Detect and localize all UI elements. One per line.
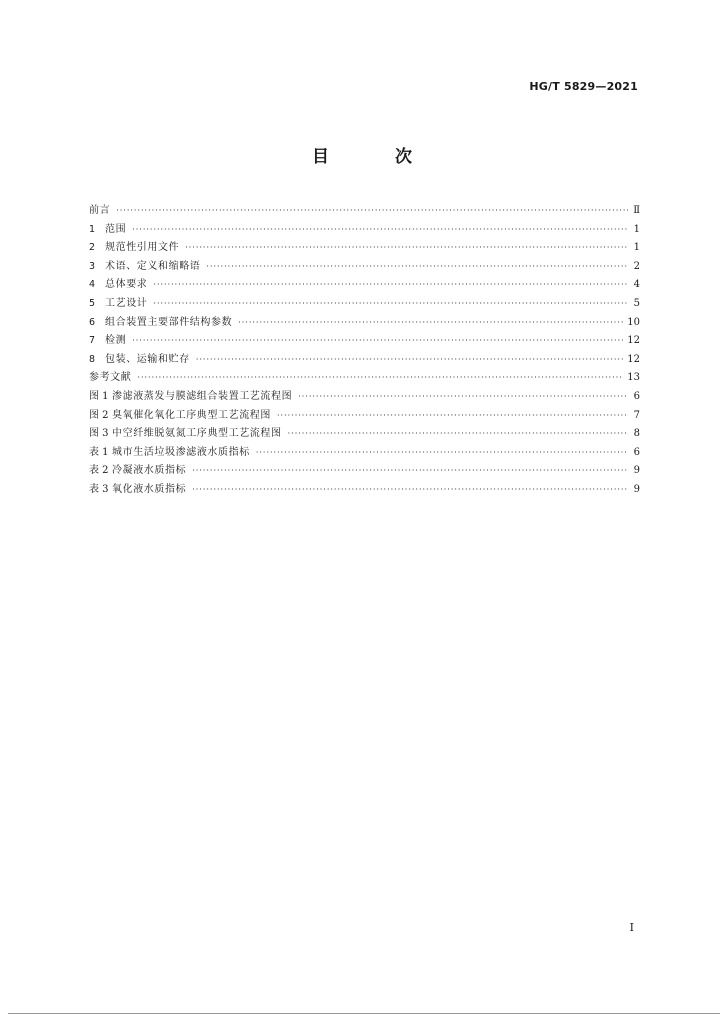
toc-dot-leader <box>277 407 628 426</box>
toc-entry-page: 8 <box>633 428 640 440</box>
toc-dot-leader <box>206 258 628 277</box>
toc-entry-page: 1 <box>633 223 640 235</box>
toc-entry-number: 表 1 <box>89 446 109 458</box>
toc-entry-foreword[interactable] <box>89 202 640 221</box>
toc-entry-label: 术语、定义和缩略语 <box>105 260 201 272</box>
toc-dot-leader <box>132 332 623 351</box>
toc-entry-number: 图 1 <box>89 390 109 402</box>
toc-entry-label: 总体要求 <box>105 279 148 291</box>
toc-entry-number: 图 2 <box>89 409 109 421</box>
toc-entry-number: 表 2 <box>89 465 109 477</box>
toc-entry-label: 冷凝液水质指标 <box>112 465 187 477</box>
toc-dot-leader <box>185 239 628 258</box>
toc-entry-figure-1[interactable] <box>89 388 640 407</box>
toc-dot-leader <box>196 351 623 370</box>
toc-entry-number: 表 3 <box>89 483 109 495</box>
toc-entry-page: 13 <box>627 372 640 384</box>
toc-entry-2[interactable] <box>89 239 640 258</box>
page-title: 目 次 <box>312 147 442 167</box>
toc-entry-label: 工艺设计 <box>105 297 148 309</box>
toc-entry-3[interactable] <box>89 258 640 277</box>
toc-entry-number: 3 <box>89 260 96 272</box>
footer-rule <box>8 1013 720 1014</box>
toc-entry-figure-3[interactable] <box>89 425 640 444</box>
toc-dot-leader <box>288 425 628 444</box>
toc-entry-table-3[interactable] <box>89 481 640 500</box>
toc-entry-label: 氧化液水质指标 <box>112 483 187 495</box>
toc-entry-label: 组合装置主要部件结构参数 <box>105 316 233 328</box>
toc-entry-table-1[interactable] <box>89 444 640 463</box>
toc-dot-leader <box>116 202 628 221</box>
toc-entry-number: 图 3 <box>89 428 109 440</box>
toc-dot-leader <box>192 462 628 481</box>
toc-entry-page: 5 <box>633 297 640 309</box>
toc-entry-label: 中空纤维脱氨氮工序典型工艺流程图 <box>112 428 282 440</box>
toc-entry-label: 范围 <box>105 223 127 235</box>
toc-entry-7[interactable] <box>89 332 640 351</box>
toc-dot-leader <box>256 444 628 463</box>
toc-dot-leader <box>132 221 628 240</box>
toc-entry-label: 渗滤液蒸发与膜滤组合装置工艺流程图 <box>112 390 293 402</box>
toc-entry-label: 检测 <box>105 335 127 347</box>
toc-entry-8[interactable] <box>89 351 640 370</box>
toc-entry-1[interactable] <box>89 221 640 240</box>
toc-entry-6[interactable] <box>89 314 640 333</box>
toc-entry-number: 6 <box>89 316 96 328</box>
toc-entry-label: 参考文献 <box>89 372 132 384</box>
toc-entry-page: 9 <box>633 465 640 477</box>
toc-entry-page: 6 <box>633 446 640 458</box>
toc-entry-table-2[interactable] <box>89 462 640 481</box>
toc-entry-page: 10 <box>627 316 640 328</box>
toc-entry-number: 7 <box>89 335 96 347</box>
toc-entry-number: 2 <box>89 242 96 254</box>
toc-dot-leader <box>153 276 628 295</box>
standard-number: HG/T 5829—2021 <box>529 80 638 93</box>
toc-dot-leader <box>298 388 628 407</box>
toc-entry-page: 2 <box>633 260 640 272</box>
toc-entry-label: 包装、运输和贮存 <box>105 353 190 365</box>
toc-entry-references[interactable] <box>89 369 640 388</box>
toc-entry-label: 城市生活垃圾渗滤液水质指标 <box>112 446 250 458</box>
toc-entry-page: 7 <box>633 409 640 421</box>
toc-entry-page: 6 <box>633 390 640 402</box>
toc-dot-leader <box>137 369 623 388</box>
toc-entry-page: 12 <box>627 335 640 347</box>
page-number: I <box>629 921 634 934</box>
toc-entry-number: 8 <box>89 353 96 365</box>
toc-entry-4[interactable] <box>89 276 640 295</box>
toc-entry-page: Ⅱ <box>633 205 640 216</box>
toc-entry-page: 4 <box>633 279 640 291</box>
toc-entry-label: 前言 <box>89 205 111 216</box>
toc-entry-figure-2[interactable] <box>89 407 640 426</box>
toc-entry-number: 4 <box>89 279 96 291</box>
toc-dot-leader <box>238 314 623 333</box>
toc-dot-leader <box>153 295 628 314</box>
toc-entry-label: 规范性引用文件 <box>105 242 180 254</box>
table-of-contents <box>89 202 640 500</box>
toc-entry-5[interactable] <box>89 295 640 314</box>
toc-entry-number: 5 <box>89 297 96 309</box>
toc-entry-label: 臭氧催化氧化工序典型工艺流程图 <box>112 409 271 421</box>
toc-entry-page: 9 <box>633 483 640 495</box>
toc-dot-leader <box>192 481 628 500</box>
toc-entry-number: 1 <box>89 223 96 235</box>
toc-entry-page: 12 <box>627 353 640 365</box>
toc-entry-page: 1 <box>633 242 640 254</box>
